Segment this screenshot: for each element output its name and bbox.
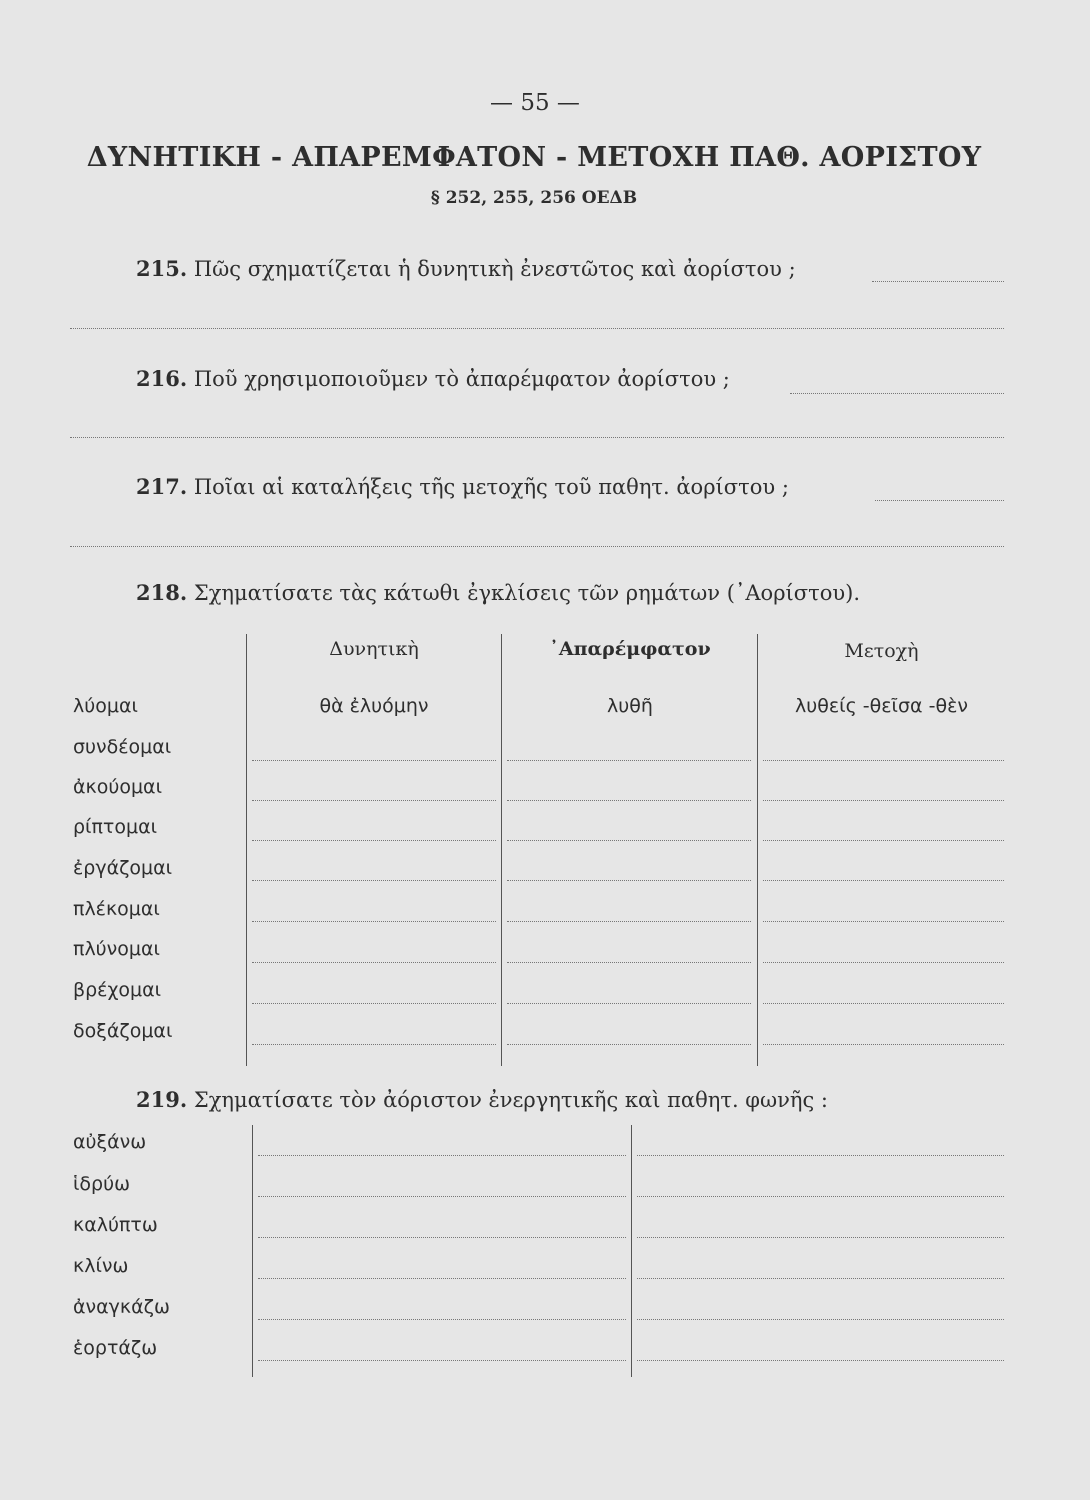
verb-row-label: βρέχομαι	[73, 979, 162, 1001]
fill-line[interactable]	[507, 840, 751, 841]
fill-line[interactable]	[637, 1196, 1004, 1197]
fill-line[interactable]	[763, 1044, 1004, 1045]
fill-line[interactable]	[258, 1360, 626, 1361]
question-text: Σχηματίσατε τὸν ἀόριστον ἐνεργητικῆς καὶ παθητ. φωνῆς :	[193, 1088, 828, 1112]
answer-line[interactable]	[790, 393, 1004, 394]
question-219	[136, 1087, 828, 1112]
question-217	[136, 474, 789, 499]
answer-line[interactable]	[872, 281, 1004, 282]
fill-line[interactable]	[763, 1003, 1004, 1004]
page-number: — 55 —	[490, 90, 580, 116]
fill-line[interactable]	[763, 962, 1004, 963]
verb-row-label: δοξάζομαι	[73, 1020, 173, 1042]
fill-line[interactable]	[258, 1278, 626, 1279]
question-number: 217.	[136, 474, 188, 499]
fill-line[interactable]	[637, 1237, 1004, 1238]
fill-line[interactable]	[763, 760, 1004, 761]
verb-row-label: καλύπτω	[73, 1214, 158, 1236]
fill-line[interactable]	[507, 880, 751, 881]
answer-line[interactable]	[875, 500, 1004, 501]
column-divider	[501, 634, 502, 1066]
verb-row-label: ρίπτομαι	[73, 816, 158, 838]
question-number: 215.	[136, 256, 188, 281]
answer-line[interactable]	[70, 328, 1004, 329]
verb-row-label: ἐργάζομαι	[73, 857, 173, 879]
question-number: 219.	[136, 1087, 188, 1112]
fill-line[interactable]	[252, 840, 496, 841]
column-divider	[246, 634, 247, 1066]
question-216	[136, 366, 730, 391]
fill-line[interactable]	[258, 1196, 626, 1197]
header-metochi: Μετοχὴ	[844, 640, 919, 662]
verb-row-label: πλύνομαι	[73, 938, 160, 960]
fill-line[interactable]	[252, 1003, 496, 1004]
example-metochi: λυθείς -θεῖσα -θὲν	[795, 695, 968, 717]
verb-row-label: αὐξάνω	[73, 1131, 147, 1153]
fill-line[interactable]	[507, 760, 751, 761]
fill-line[interactable]	[258, 1237, 626, 1238]
question-215	[136, 256, 796, 281]
verb-row-label: ἀκούομαι	[73, 776, 163, 798]
answer-line[interactable]	[70, 546, 1004, 547]
fill-line[interactable]	[637, 1155, 1004, 1156]
fill-line[interactable]	[252, 921, 496, 922]
column-divider	[252, 1125, 253, 1377]
fill-line[interactable]	[258, 1155, 626, 1156]
question-text: Σχηματίσατε τὰς κάτωθι ἐγκλίσεις τῶν ρημάτων (᾿Αορίστου).	[193, 581, 861, 605]
column-divider	[631, 1125, 632, 1377]
question-text: Ποῦ χρησιμοποιοῦμεν τὸ ἀπαρέμφατον ἀορίστου ;	[193, 367, 730, 391]
fill-line[interactable]	[252, 800, 496, 801]
example-aparemfaton: λυθῆ	[607, 695, 653, 717]
fill-line[interactable]	[507, 1003, 751, 1004]
fill-line[interactable]	[763, 800, 1004, 801]
fill-line[interactable]	[637, 1360, 1004, 1361]
example-dynetiki: θὰ ἐλυόμην	[319, 695, 429, 717]
fill-line[interactable]	[252, 760, 496, 761]
fill-line[interactable]	[763, 840, 1004, 841]
header-aparemfaton: ᾿Απαρέμφατον	[549, 638, 711, 660]
header-dynetiki: Δυνητικὴ	[329, 638, 419, 660]
fill-line[interactable]	[507, 1044, 751, 1045]
verb-row-label: λύομαι	[73, 695, 138, 717]
fill-line[interactable]	[763, 880, 1004, 881]
verb-row-label: συνδέομαι	[73, 736, 172, 758]
answer-line[interactable]	[70, 437, 1004, 438]
question-218	[136, 580, 860, 605]
question-number: 218.	[136, 580, 188, 605]
verb-row-label: ἱδρύω	[73, 1173, 131, 1195]
fill-line[interactable]	[252, 962, 496, 963]
column-divider	[757, 634, 758, 1066]
question-text: Πῶς σχηματίζεται ἡ δυνητικὴ ἐνεστῶτος καὶ ἀορίστου ;	[193, 257, 796, 281]
question-number: 216.	[136, 366, 188, 391]
fill-line[interactable]	[637, 1319, 1004, 1320]
verb-row-label: πλέκομαι	[73, 898, 160, 920]
fill-line[interactable]	[507, 921, 751, 922]
fill-line[interactable]	[763, 921, 1004, 922]
fill-line[interactable]	[507, 962, 751, 963]
fill-line[interactable]	[258, 1319, 626, 1320]
fill-line[interactable]	[507, 800, 751, 801]
fill-line[interactable]	[252, 880, 496, 881]
question-text: Ποῖαι αἱ καταλήξεις τῆς μετοχῆς τοῦ παθητ. ἀορίστου ;	[193, 475, 789, 499]
verb-row-label: ἑορτάζω	[73, 1337, 158, 1359]
page-title: ΔΥΝΗΤΙΚΗ - ΑΠΑΡΕΜΦΑΤΟΝ - ΜΕΤΟΧΗ ΠΑΘ. ΑΟΡΙΣΤΟΥ	[86, 142, 982, 173]
fill-line[interactable]	[252, 1044, 496, 1045]
verb-row-label: κλίνω	[73, 1255, 129, 1277]
verb-row-label: ἀναγκάζω	[73, 1296, 170, 1318]
section-reference: § 252, 255, 256 ΟΕΔΒ	[430, 188, 638, 208]
fill-line[interactable]	[637, 1278, 1004, 1279]
